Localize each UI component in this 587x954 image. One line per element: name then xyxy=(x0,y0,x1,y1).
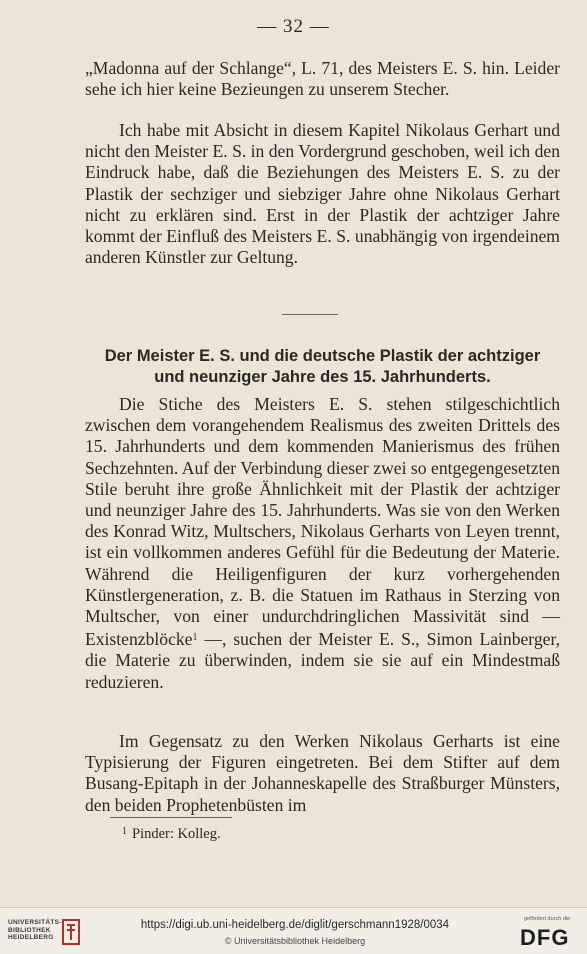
viewer-footer xyxy=(0,907,587,954)
paragraph-2 xyxy=(85,120,560,268)
library-logo-icon xyxy=(60,916,82,948)
footnote-reference[interactable]: 1 xyxy=(192,632,198,644)
paragraph-3-text-a: Die Stiche des Meisters E. S. stehen stilgeschichtlich zwischen dem vorangehendem Realismus des zweiten Drittels des 15. Jahrhunderts und dem kommenden Manierismus des frühen Sechzehnten. Auf der Verbindung dieser zwei so entgegengesetzten Stile beruht ihre große Ähnlichkeit mit der Plastik der achtziger und neunziger Jahre des 15. Jahrhunderts. Was sie von den Werken des Konrad Witz, Multschers, Nikolaus Gerharts von Leyen trennt, ist ein vollkommen anderes Gefühl für die Bedeutung der Materie. Während die Heiligenfiguren der kurz vorhergehenden Künstlergeneration, z. B. die Statuen im Rathaus in Sterzing von Multscher, von einer undurchdringlichen Massivität sind — Existenzblöcke xyxy=(85,394,560,650)
paragraph-4-text: Im Gegensatz zu den Werken Nikolaus Gerharts ist eine Typisierung der Figuren eingetreten. Bei dem Stifter auf dem Busang-Epitaph in der Johanneskapelle des Straßburger Münsters, den beiden Prophetenbüsten im xyxy=(85,731,560,815)
funded-by-label: gefördert durch die xyxy=(524,916,571,922)
paragraph-1-text: „Madonna auf der Schlange“, L. 71, des Meisters E. S. hin. Leider sehe ich hier keine Bezieungen zu unserem Stecher. xyxy=(85,58,560,100)
paragraph-3 xyxy=(85,394,560,693)
paragraph-3-text-b: —, suchen der Meister E. S., Simon Lainberger, die Materie zu überwinden, indem sie sie auf ein Mindestmaß reduzieren. xyxy=(85,629,560,692)
section-separator xyxy=(282,314,338,315)
paragraph-2-text: Ich habe mit Absicht in diesem Kapitel Nikolaus Gerhart und nicht den Meister E. S. in den Vordergrund geschoben, weil ich den Eindruck habe, daß die Beziehungen des Meisters E. S. zu der Plastik der sechziger und siebziger Jahre ohne Nikolaus Gerhart nicht zu erklären sind. Erst in der Plastik der achtziger Jahre kommt der Einfluß des Meisters E. S. unabhängig von irgendeinem anderen Künstler zur Geltung. xyxy=(85,120,560,268)
paragraph-3-text xyxy=(85,394,560,693)
page-number: — 32 — xyxy=(257,16,330,37)
library-name-line-2: BIBLIOTHEK xyxy=(8,926,51,934)
permalink-url[interactable]: https://digi.ub.uni-heidelberg.de/diglit/gerschmann1928/0034 xyxy=(140,919,450,931)
section-heading-line-2: und neunziger Jahre des 15. Jahrhunderts. xyxy=(154,368,491,386)
footnote-rule xyxy=(110,817,232,818)
footnote xyxy=(122,823,221,843)
section-heading-line-1: Der Meister E. S. und die deutsche Plastik der achtziger xyxy=(104,347,541,365)
dfg-logo: DFG xyxy=(520,925,570,950)
library-name xyxy=(8,919,62,942)
library-name-line-1: UNIVERSITÄTS- xyxy=(8,919,62,926)
copyright-notice: © Universitätsbibliothek Heidelberg xyxy=(224,936,366,946)
footnote-marker: 1 xyxy=(122,826,127,837)
library-name-line-3: HEIDELBERG xyxy=(8,934,54,941)
paragraph-1 xyxy=(85,58,560,100)
paragraph-4 xyxy=(85,731,560,816)
section-heading xyxy=(85,346,560,388)
footnote-text: Pinder: Kolleg. xyxy=(132,826,221,842)
